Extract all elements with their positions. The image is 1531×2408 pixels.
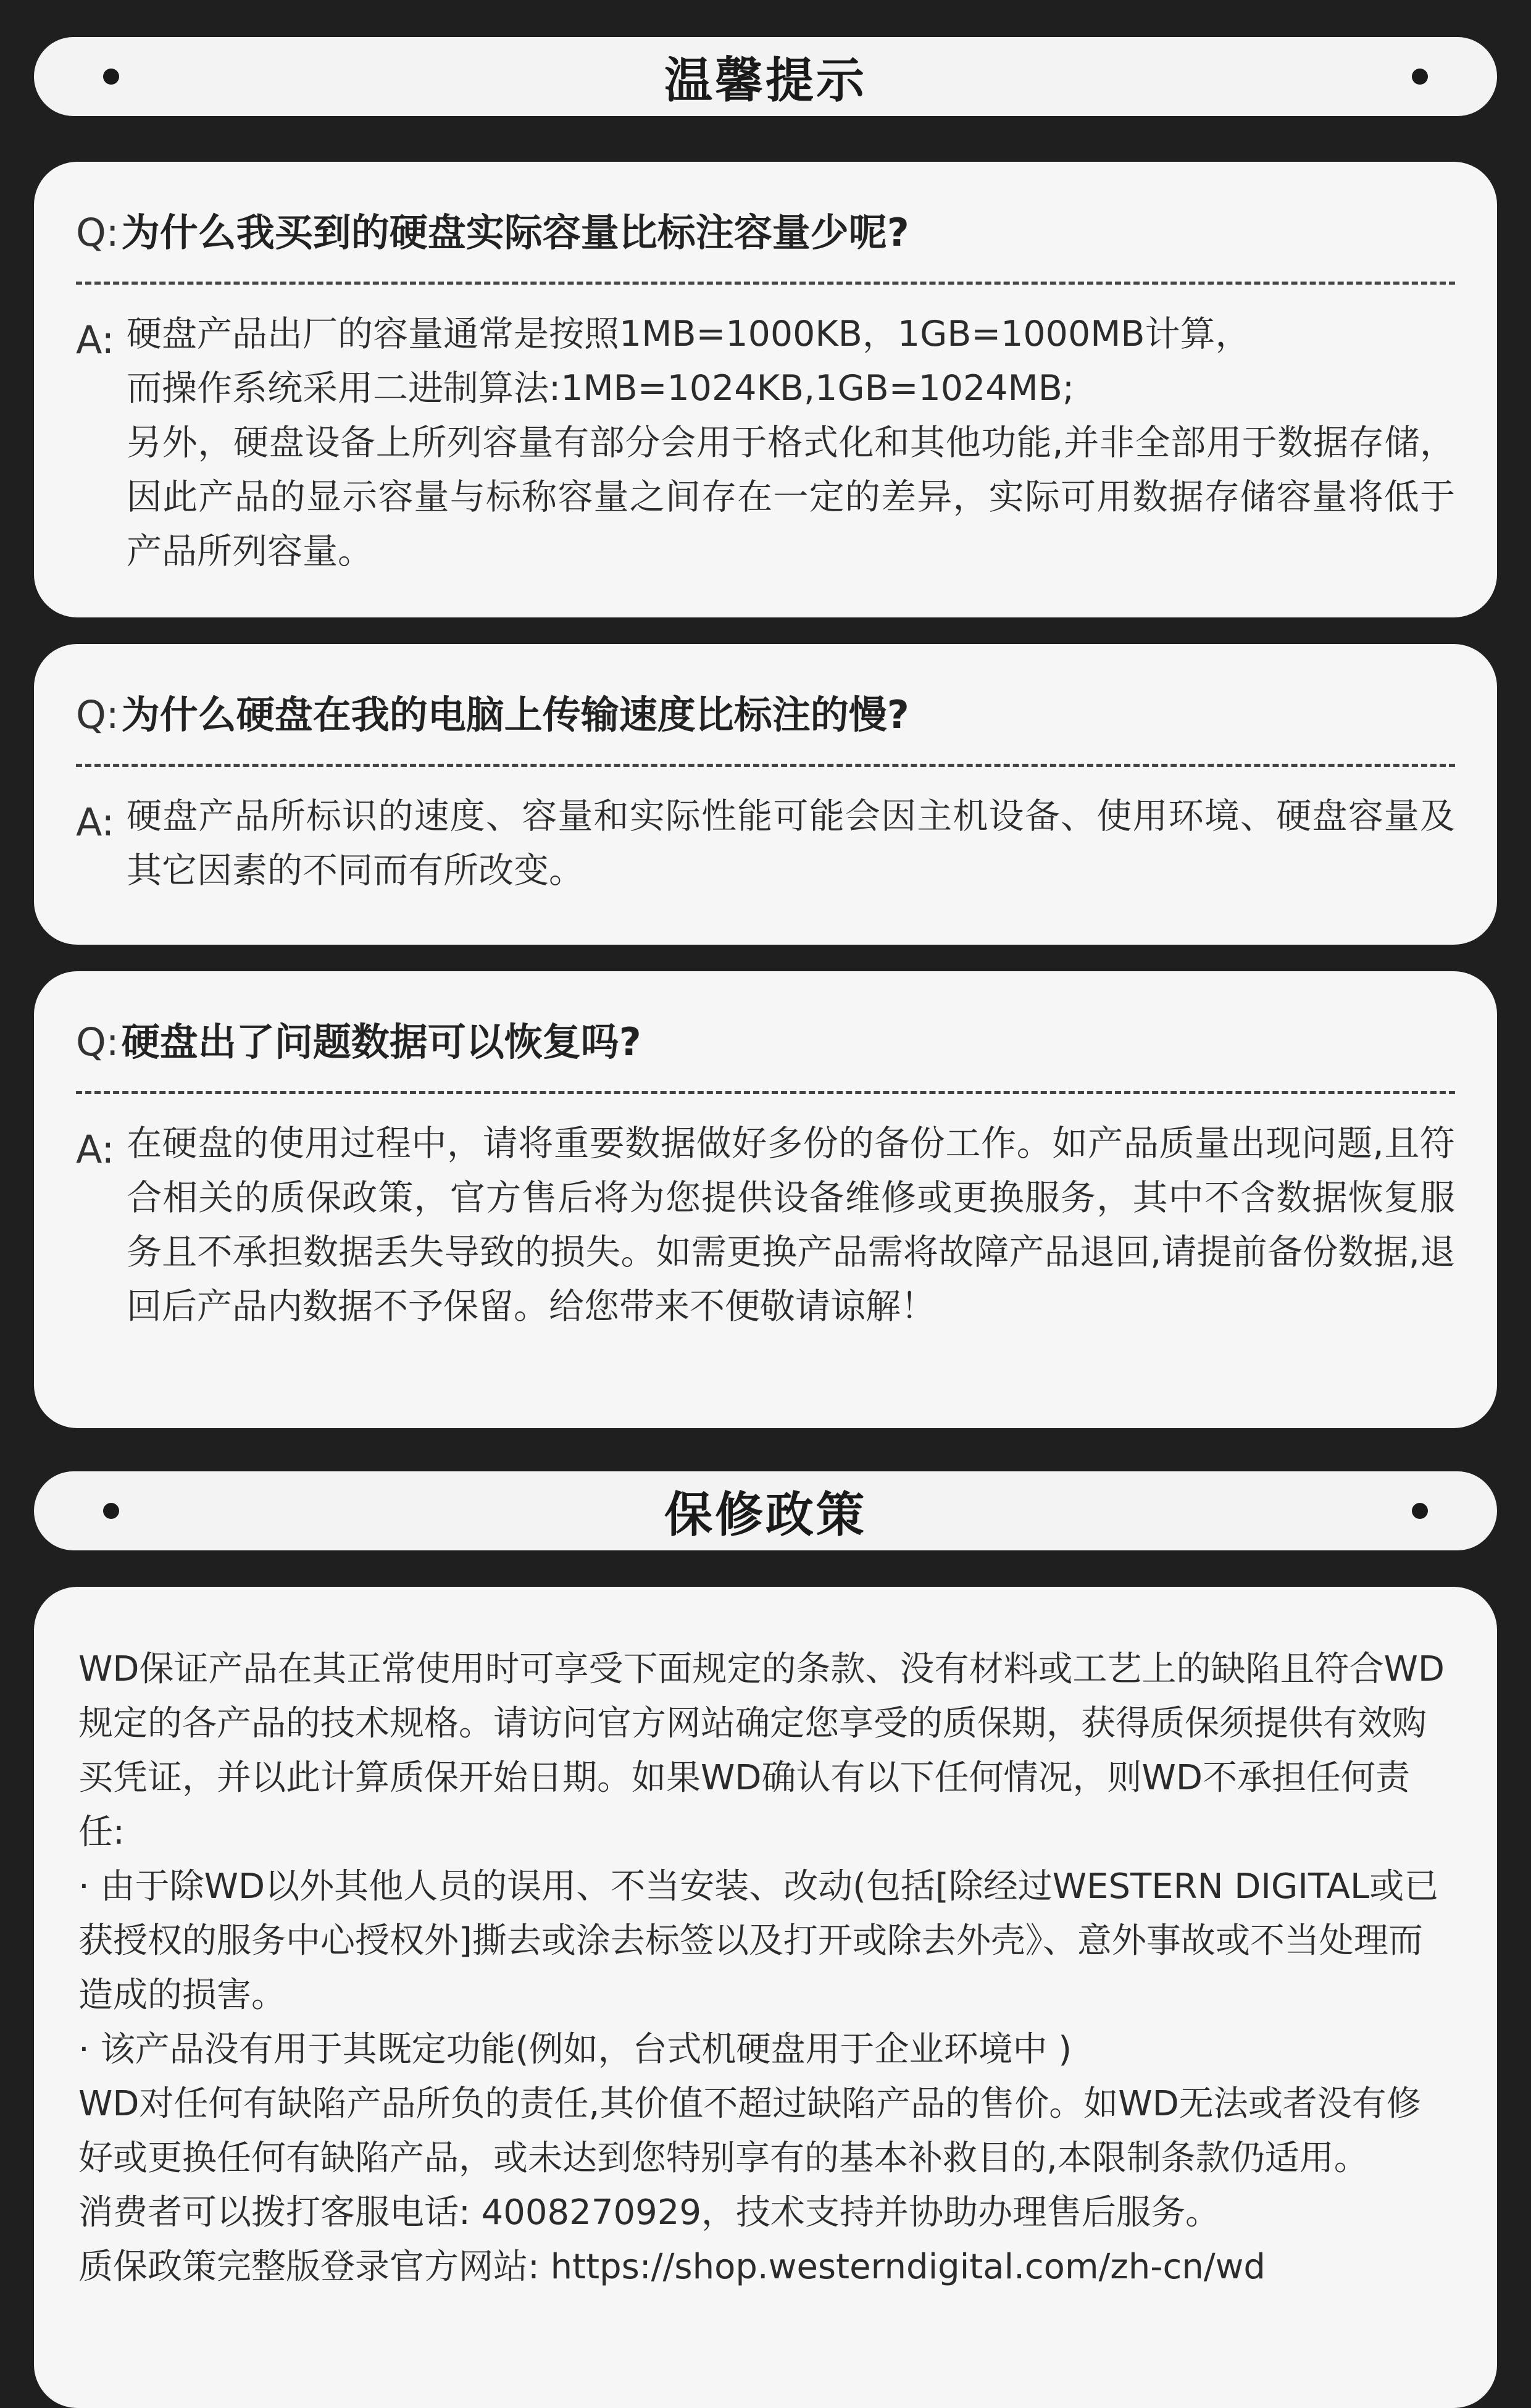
- question-prefix: Q:: [76, 210, 119, 255]
- answer-prefix: A:: [76, 317, 115, 362]
- faq-card: [34, 162, 1497, 617]
- faq-card: [34, 644, 1497, 945]
- question-text: 为什么我买到的硬盘实际容量比标注容量少呢?: [121, 210, 909, 255]
- answer-text: 硬盘产品出厂的容量通常是按照1MB=1000KB，1GB=1000MB计算， 而操作系统采用二进制算法:1MB=1024KB,1GB=1024MB; 另外，硬盘设备上所列容量有部分会用于格式化和其他功能,并非全部用于数据存储，因此产品的显示容量与标称容量之间存在一定的差异，实际可用数据存储容量将低于产品所列容量。: [127, 314, 1455, 572]
- answer-text: 硬盘产品所标识的速度、容量和实际性能可能会因主机设备、使用环境、硬盘容量及其它因素的不同而有所改变。: [127, 796, 1455, 891]
- warranty-title: 保修政策: [664, 1487, 867, 1543]
- bullet-dot-icon: [103, 1503, 119, 1519]
- answer-prefix: A:: [76, 1127, 115, 1172]
- faq-card: [34, 971, 1497, 1428]
- bullet-dot-icon: [103, 69, 119, 85]
- dashed-divider: [76, 764, 1455, 767]
- tips-title: 温馨提示: [664, 53, 867, 109]
- faq-question: [76, 1014, 1455, 1070]
- bullet-dot-icon: [1412, 69, 1428, 85]
- faq-answer: [76, 307, 1455, 579]
- warranty-header: [34, 1471, 1497, 1550]
- warranty-body: WD保证产品在其正常使用时可享受下面规定的条款、没有材料或工艺上的缺陷且符合WD规定的各产品的技术规格。请访问官方网站确定您享受的质保期，获得质保须提供有效购买凭证，并以此计算质保开始日期。如果WD确认有以下任何情况，则WD不承担任何责任: · 由于除WD以外其他人员的误用、不当安装、改动(包括[除经过WESTERN DIGITAL或已获授权的服务中心授权外]撕去或涂去标签以及打开或除去外壳》、意外事故或不当处理而造成的损害。 · 该产品没有用于其既定功能(例如，台式机硬盘用于企业环境中 ) WD对任何有缺陷产品所负的责任,其价值不超过缺陷产品的售价。如WD无法或者没有修好或更换任何有缺陷产品，或未达到您特别享有的基本补救目的,本限制条款仍适用。 消费者可以拨打客服电话: 4008270929，技术支持并协助办理售后服务。 质保政策完整版登录官方网站: https://shop.westerndigital.com/zh-cn/wd: [78, 1649, 1445, 2287]
- bullet-dot-icon: [1412, 1503, 1428, 1519]
- faq-answer: [76, 789, 1455, 898]
- answer-text: 在硬盘的使用过程中，请将重要数据做好多份的备份工作。如产品质量出现问题,且符合相关的质保政策，官方售后将为您提供设备维修或更换服务，其中不含数据恢复服务且不承担数据丢失导致的损失。如需更换产品需将故障产品退回,请提前备份数据,退回后产品内数据不予保留。给您带来不便敬请谅解！: [127, 1123, 1455, 1327]
- dashed-divider: [76, 282, 1455, 285]
- warranty-card: [34, 1587, 1497, 2408]
- answer-prefix: A:: [76, 800, 115, 845]
- question-text: 为什么硬盘在我的电脑上传输速度比标注的慢?: [121, 692, 909, 737]
- dashed-divider: [76, 1091, 1455, 1094]
- tips-header: [34, 37, 1497, 116]
- question-prefix: Q:: [76, 1019, 119, 1064]
- faq-question: [76, 205, 1455, 261]
- question-text: 硬盘出了问题数据可以恢复吗?: [121, 1019, 641, 1064]
- faq-question: [76, 687, 1455, 743]
- faq-answer: [76, 1116, 1455, 1334]
- question-prefix: Q:: [76, 692, 119, 737]
